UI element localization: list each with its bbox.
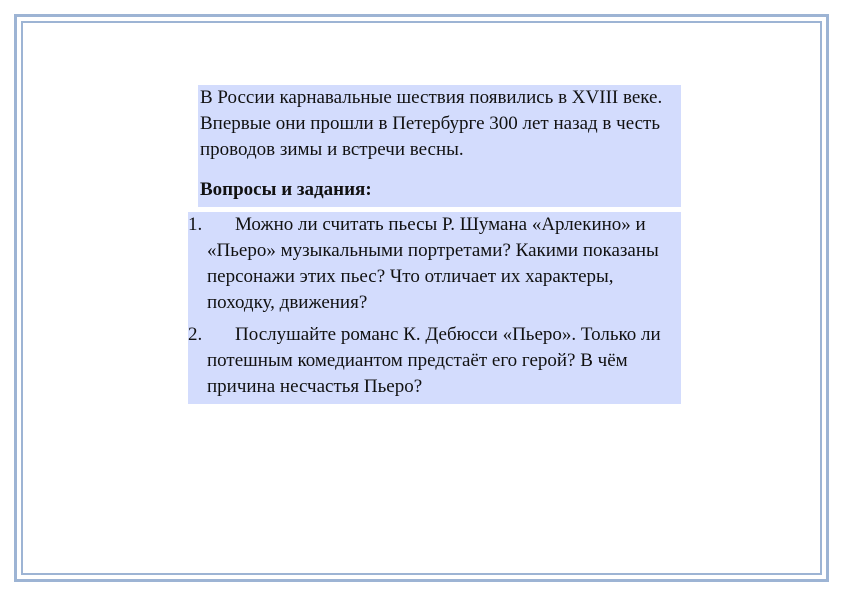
intro-block bbox=[198, 85, 681, 207]
question-item-1 bbox=[188, 212, 681, 316]
question-item-2 bbox=[188, 322, 681, 400]
question-number: 2. bbox=[188, 324, 203, 345]
intro-text: В России карнавальные шествия появились в XVIII веке. Впервые они прошли в Петербурге 300 лет назад в честь проводов зимы и встречи весны. bbox=[200, 87, 663, 160]
questions-list bbox=[188, 212, 681, 404]
question-text: Можно ли считать пьесы Р. Шумана «Арлекино» и «Пьеро» музыкальными портретами? Какими показаны персонажи этих пьес? Что отличает их характеры, походку, движения? bbox=[207, 214, 659, 313]
questions-heading: Вопросы и задания: bbox=[200, 179, 372, 200]
question-text: Послушайте романс К. Дебюсси «Пьеро». Только ли потешным комедиантом предстаёт его герой? В чём причина несчастья Пьеро? bbox=[207, 324, 661, 397]
question-number: 1. bbox=[188, 214, 203, 235]
